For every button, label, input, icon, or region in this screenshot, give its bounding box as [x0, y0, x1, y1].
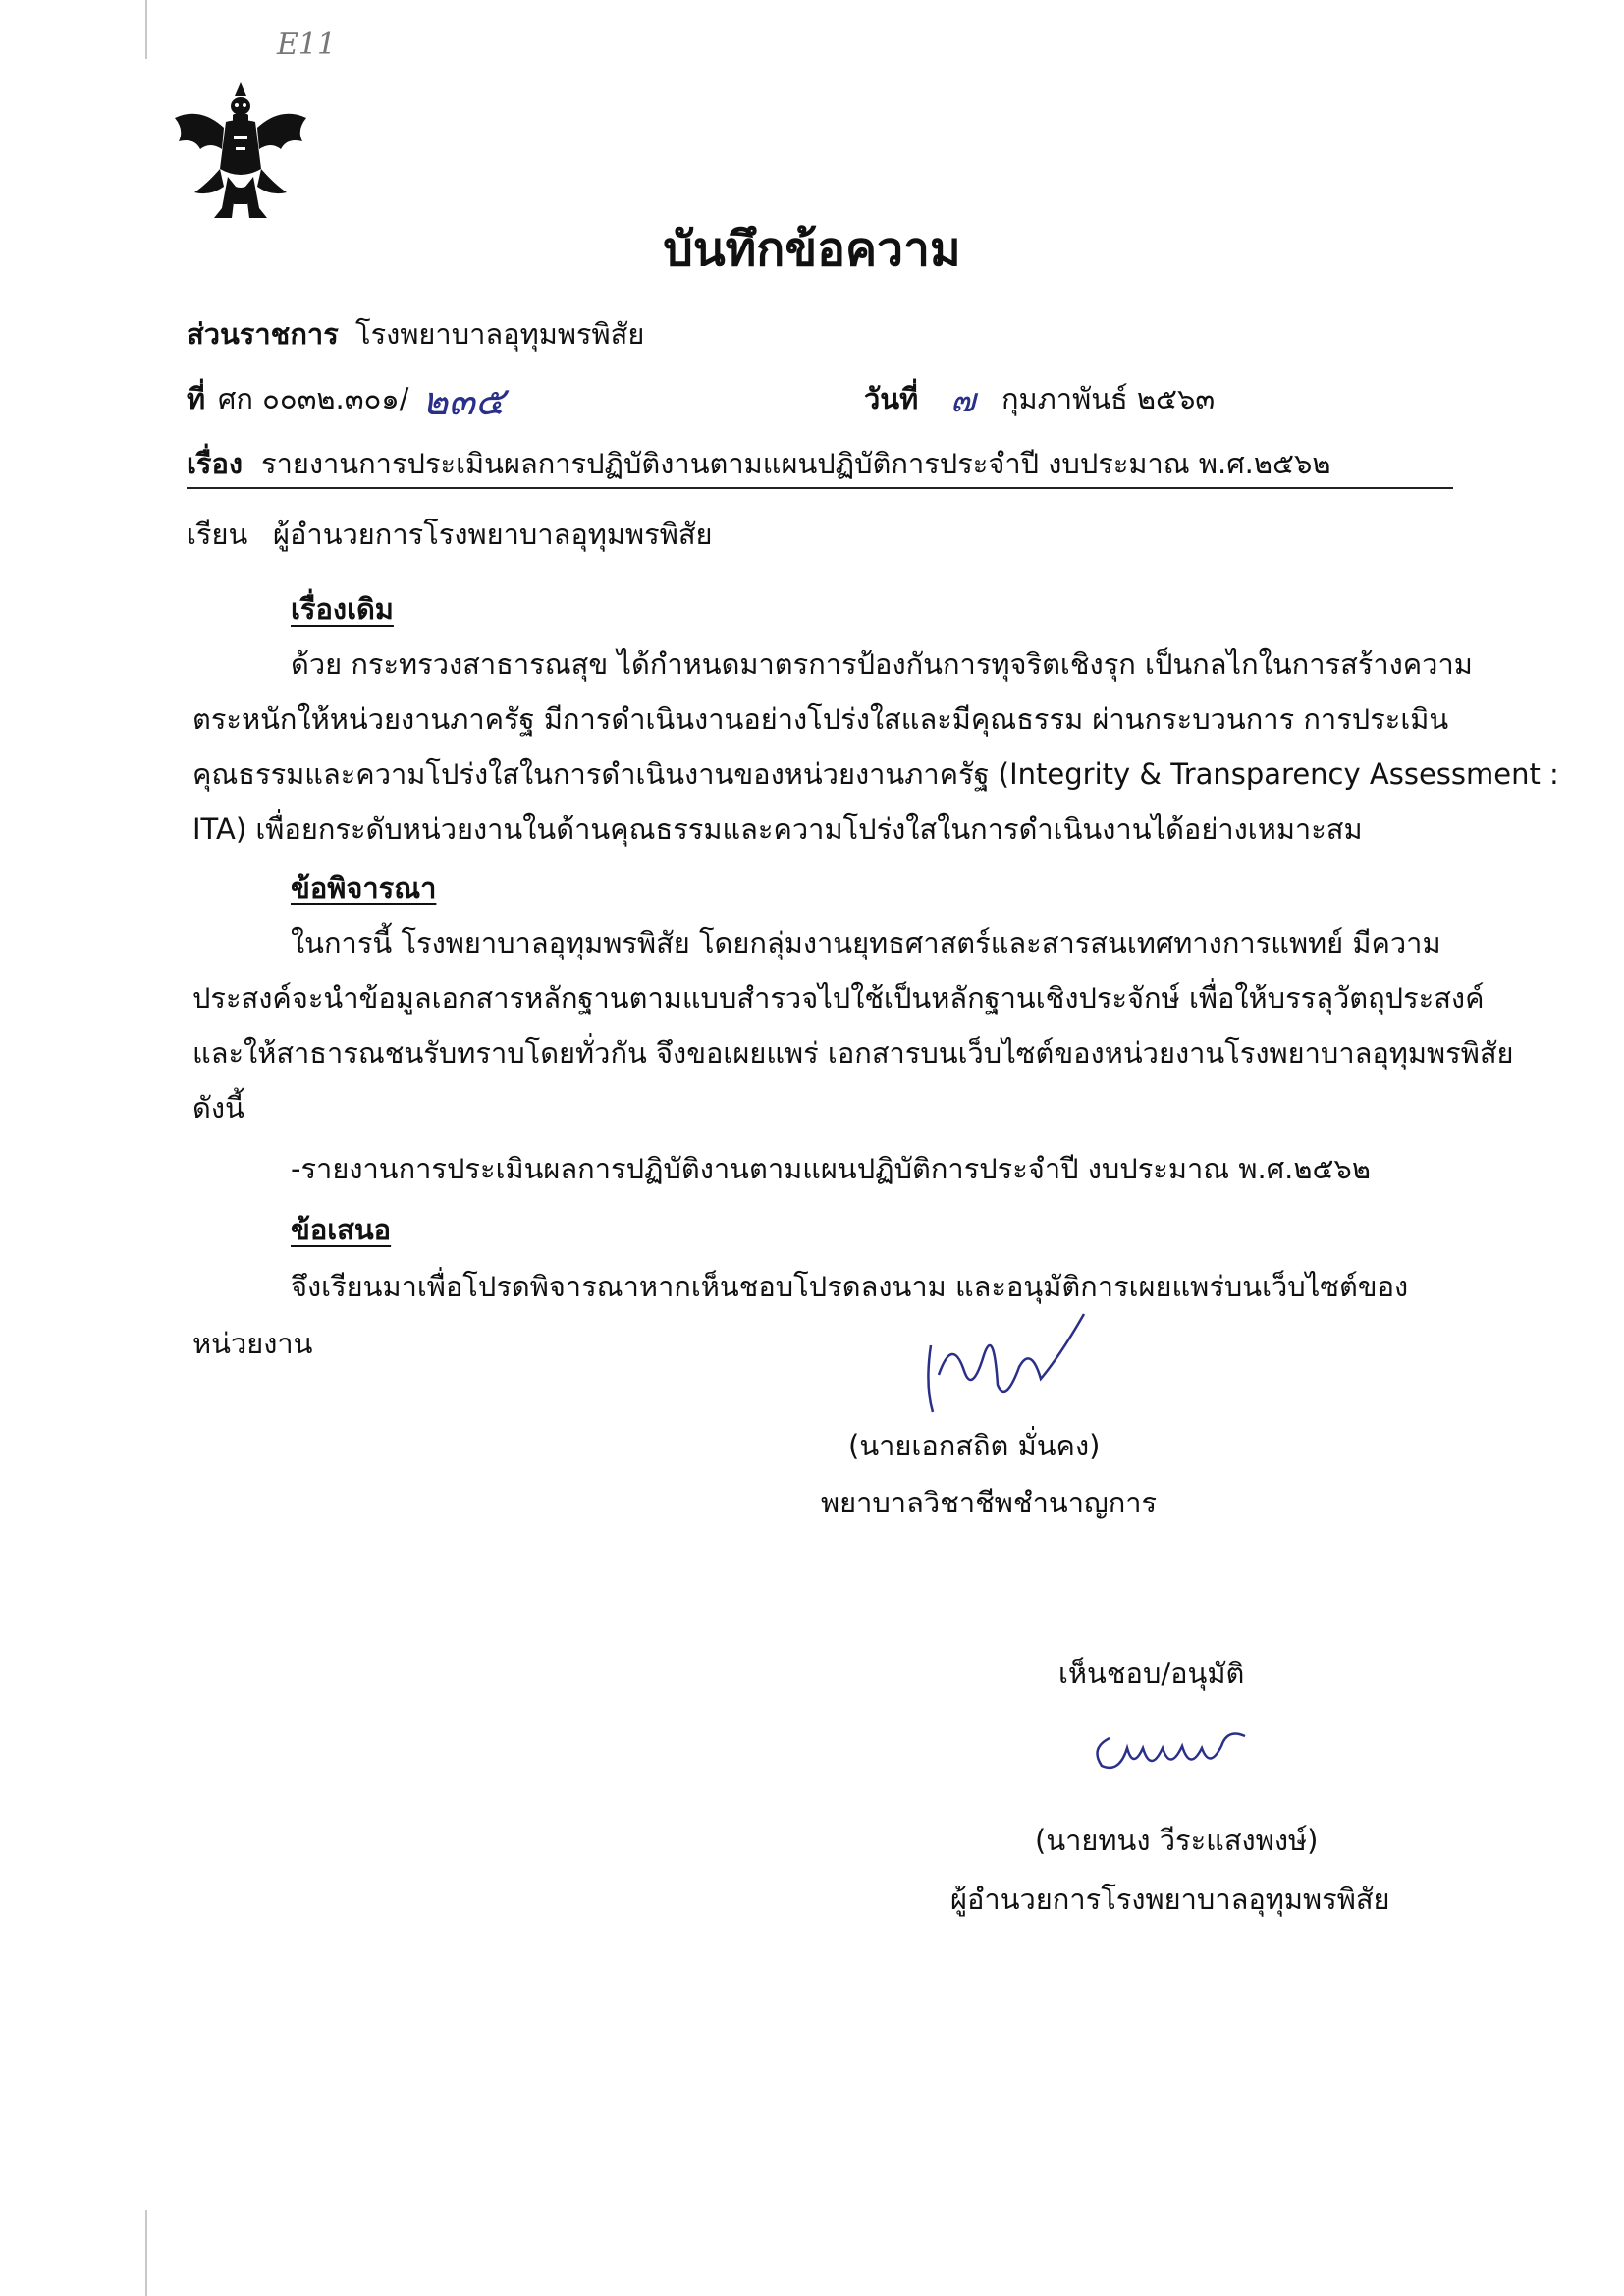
corner-handwritten-mark: E11 — [277, 27, 337, 62]
date-label: วันที่ — [864, 382, 919, 415]
proposal-heading: ข้อเสนอ — [291, 1213, 392, 1246]
paragraph-line: ตระหนักให้หน่วยงานภาครัฐ มีการดำเนินงานอย่างโปร่งใสและมีคุณธรรม ผ่านกระบวนการ การประเมิน — [192, 702, 1449, 736]
date-value: กุมภาพันธ์ ๒๕๖๓ — [1001, 382, 1216, 415]
agency-value: โรงพยาบาลอุทุมพรพิสัย — [355, 317, 645, 351]
paragraph-line: ในการนี้ โรงพยาบาลอุทุมพรพิสัย โดยกลุ่มงานยุทธศาสตร์และสารสนเทศทางการแพทย์ มีความ — [291, 926, 1441, 959]
document-title: บันทึกข้อความ — [663, 222, 961, 277]
list-item: -รายงานการประเมินผลการปฏิบัติงานตามแผนปฏิบัติการประจำปี งบประมาณ พ.ศ.๒๕๖๒ — [291, 1152, 1371, 1185]
consideration-heading: ข้อพิจารณา — [291, 871, 437, 904]
reference-handwritten-number: ๒๓๕ — [422, 379, 505, 424]
background-heading: เรื่องเดิม — [291, 592, 394, 626]
garuda-emblem-icon — [167, 79, 314, 226]
scan-edge-line — [145, 0, 147, 59]
scan-edge-line — [145, 2210, 147, 2296]
paragraph-line: ประสงค์จะนำข้อมูลเอกสารหลักฐานตามแบบสำรวจไปใช้เป็นหลักฐานเชิงประจักษ์ เพื่อให้บรรลุวัตถุประสงค์ — [192, 981, 1485, 1014]
agency-label: ส่วนราชการ — [187, 317, 339, 351]
subject-value: รายงานการประเมินผลการปฏิบัติงานตามแผนปฏิบัติการประจำปี งบประมาณ พ.ศ.๒๕๖๒ — [261, 447, 1331, 480]
addressee-value: ผู้อำนวยการโรงพยาบาลอุทุมพรพิสัย — [273, 518, 713, 551]
paragraph-line: หน่วยงาน — [192, 1327, 313, 1360]
approval-label: เห็นชอบ/อนุมัติ — [1058, 1657, 1245, 1690]
paragraph-line: ดังนี้ — [192, 1091, 244, 1124]
paragraph-line: จึงเรียนมาเพื่อโปรดพิจารณาหากเห็นชอบโปรดลงนาม และอนุมัติการเผยแพร่บนเว็บไซต์ของ — [291, 1270, 1409, 1303]
header-rule — [187, 487, 1453, 489]
signature-2-scribble — [1080, 1719, 1267, 1787]
subject-label: เรื่อง — [187, 447, 244, 480]
paragraph-line: และให้สาธารณชนรับทราบโดยทั่วกัน จึงขอเผยแพร่ เอกสารบนเว็บไซต์ของหน่วยงานโรงพยาบาลอุทุมพรพิสัย — [192, 1036, 1514, 1069]
reference-number: ศก ๐๐๓๒.๓๐๑/ — [218, 382, 409, 415]
date-day-handwritten: ๗ — [950, 381, 976, 420]
approver-position: ผู้อำนวยการโรงพยาบาลอุทุมพรพิสัย — [950, 1883, 1390, 1916]
signer-1-position: พยาบาลวิชาชีพชำนาญการ — [821, 1486, 1158, 1519]
addressee-label: เรียน — [187, 518, 248, 551]
approver-name: (นายทนง วีระแสงพงษ์) — [1035, 1824, 1319, 1857]
paragraph-line: ด้วย กระทรวงสาธารณสุข ได้กำหนดมาตรการป้องกันการทุจริตเชิงรุก เป็นกลไกในการสร้างความ — [291, 647, 1473, 681]
reference-label: ที่ — [187, 382, 206, 415]
signer-1-name: (นายเอกสถิต มั่นคง) — [848, 1429, 1101, 1462]
signature-1-scribble — [903, 1296, 1100, 1444]
paragraph-line: คุณธรรมและความโปร่งใสในการดำเนินงานของหน่วยงานภาครัฐ (Integrity & Transparency Assessment : — [192, 757, 1559, 791]
paragraph-line: ITA) เพื่อยกระดับหน่วยงานในด้านคุณธรรมและความโปร่งใสในการดำเนินงานได้อย่างเหมาะสม — [192, 812, 1363, 846]
